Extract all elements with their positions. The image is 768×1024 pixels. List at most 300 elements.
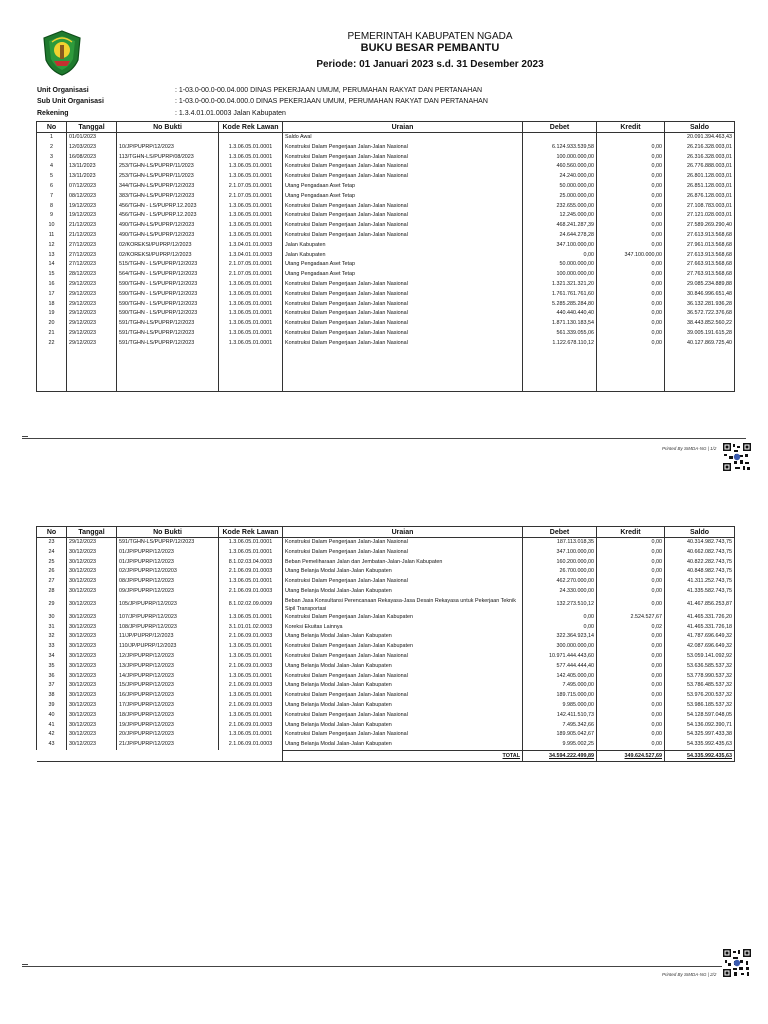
table-row: [37, 538, 735, 548]
cell-kode-rek: 1.3.06.05.01.0001: [219, 642, 283, 652]
cell-saldo: 41.465.331.726,20: [665, 613, 735, 623]
cell-no-bukti: 12/JP/PUPRP/12/2023: [117, 652, 219, 662]
cell-no: 24: [37, 548, 67, 558]
table-row: [37, 251, 735, 261]
col-no: No: [37, 527, 67, 538]
cell-saldo: 20.091.394.463,43: [665, 133, 735, 143]
cell-debet: 1.321.321.321,20: [523, 280, 597, 290]
cell-saldo: 40.127.869.725,40: [665, 339, 735, 349]
cell-no: 17: [37, 290, 67, 300]
col-no-bukti: No Bukti: [117, 527, 219, 538]
cell-saldo: 40.848.982.743,75: [665, 567, 735, 577]
cell-debet: 132.273.510,12: [523, 597, 597, 613]
cell-debet: 24.644.278,28: [523, 231, 597, 241]
cell-tanggal: 29/12/2023: [67, 300, 117, 310]
table-row: [37, 642, 735, 652]
total-row: [37, 750, 735, 761]
cell-kredit: 0,00: [597, 711, 665, 721]
table-row: [37, 587, 735, 597]
cell-kredit: 0,00: [597, 260, 665, 270]
table-row: [37, 221, 735, 231]
cell-no-bukti: 01/JP/PUPRP/12/2023: [117, 548, 219, 558]
table-row: [37, 211, 735, 221]
cell-saldo: 29.085.234.889,88: [665, 280, 735, 290]
table-row: [37, 577, 735, 587]
cell-uraian: Utang Belanja Modal Jalan-Jalan Kabupaten: [283, 681, 523, 691]
cell-no: 26: [37, 567, 67, 577]
cell-kode-rek: 1.3.06.05.01.0001: [219, 221, 283, 231]
blank-cell: [37, 349, 67, 392]
cell-uraian: Utang Belanja Modal Jalan-Jalan Kabupaten: [283, 632, 523, 642]
cell-no-bukti: 02/JP/PUPRP/12/20203: [117, 567, 219, 577]
table-row: [37, 567, 735, 577]
meta-rekening-value: : 1.3.4.01.01.0003 Jalan Kabupaten: [175, 110, 286, 117]
cell-no: 21: [37, 329, 67, 339]
header-government: PEMERINTAH KABUPATEN NGADA: [347, 31, 513, 42]
cell-tanggal: 19/12/2023: [67, 211, 117, 221]
cell-no-bukti: 01/JP/PUPRP/12/2023: [117, 558, 219, 568]
cell-saldo: 27.663.913.568,68: [665, 260, 735, 270]
cell-no: 19: [37, 309, 67, 319]
cell-uraian: Konstruksi Dalam Pengerjaan Jalan-Jalan Nasional: [283, 290, 523, 300]
cell-tanggal: 21/12/2023: [67, 221, 117, 231]
cell-saldo: 27.613.913.568,68: [665, 231, 735, 241]
cell-saldo: 36.572.722.376,68: [665, 309, 735, 319]
cell-tanggal: 28/12/2023: [67, 270, 117, 280]
cell-uraian: Utang Belanja Modal Jalan-Jalan Kabupaten: [283, 662, 523, 672]
col-saldo: Saldo: [665, 122, 735, 133]
table-row: [37, 133, 735, 143]
cell-tanggal: 30/12/2023: [67, 662, 117, 672]
cell-no-bukti: 383/TGHN-LS/PUPRP/12/2023: [117, 192, 219, 202]
cell-kredit: 0,00: [597, 309, 665, 319]
cell-kode-rek: 1.3.06.05.01.0001: [219, 538, 283, 548]
col-debet: Debet: [523, 122, 597, 133]
cell-saldo: 26.876.128.003,01: [665, 192, 735, 202]
cell-debet: 440.440.440,40: [523, 309, 597, 319]
cell-kode-rek: 1.3.06.05.01.0001: [219, 280, 283, 290]
cell-no: 5: [37, 172, 67, 182]
cell-no-bukti: 253/TGHN-LS/PUPRP/11/2023: [117, 172, 219, 182]
cell-no-bukti: 591/TGHN-LS/PUPRP/12/2023: [117, 319, 219, 329]
cell-tanggal: 30/12/2023: [67, 681, 117, 691]
cell-saldo: 53.636.585.537,32: [665, 662, 735, 672]
table-row: [37, 270, 735, 280]
cell-no: 13: [37, 251, 67, 261]
cell-tanggal: 29/12/2023: [67, 309, 117, 319]
cell-debet: 24.240.000,00: [523, 172, 597, 182]
cell-debet: 561.339.055,06: [523, 329, 597, 339]
cell-debet: 300.000.000,00: [523, 642, 597, 652]
cell-uraian: Konstruksi Dalam Pengerjaan Jalan-Jalan Nasional: [283, 691, 523, 701]
cell-no: 40: [37, 711, 67, 721]
cell-kode-rek: 1.3.06.05.01.0001: [219, 339, 283, 349]
cell-kode-rek: 8.1.02.03.04.0003: [219, 558, 283, 568]
cell-debet: 50.000.000,00: [523, 182, 597, 192]
cell-saldo: 41.465.331.726,18: [665, 623, 735, 633]
cell-kredit: 2.524.527,67: [597, 613, 665, 623]
cell-saldo: 26.316.328.003,01: [665, 153, 735, 163]
cell-saldo: 27.613.913.568,68: [665, 251, 735, 261]
cell-kredit: 0,00: [597, 740, 665, 750]
blank-cell: [283, 349, 523, 392]
cell-tanggal: 30/12/2023: [67, 567, 117, 577]
cell-kode-rek: 2.1.06.09.01.0003: [219, 740, 283, 750]
cell-uraian: Jalan Kabupaten: [283, 241, 523, 251]
cell-no-bukti: 590/TGHN - LS/PUPRP/12/2023: [117, 300, 219, 310]
cell-uraian: Konstruksi Dalam Pengerjaan Jalan-Jalan Nasional: [283, 577, 523, 587]
cell-no-bukti: 108/JP/PUPRP/12/2023: [117, 623, 219, 633]
cell-uraian: Konstruksi Dalam Pengerjaan Jalan-Jalan Nasional: [283, 202, 523, 212]
ledger-table-page2: [36, 526, 735, 762]
cell-saldo: 38.443.852.560,22: [665, 319, 735, 329]
col-tanggal: Tanggal: [67, 122, 117, 133]
cell-kode-rek: 2.1.06.09.01.0003: [219, 701, 283, 711]
cell-uraian: Konstruksi Dalam Pengerjaan Jalan-Jalan Nasional: [283, 319, 523, 329]
cell-saldo: 39.005.191.615,28: [665, 329, 735, 339]
cell-uraian: Beban Jasa Konsultansi Perencanaan Rekayasa-Jasa Desain Rekayasa untuk Pekerjaan Teknik Sipil Transportasi: [283, 597, 523, 613]
cell-uraian: Konstruksi Dalam Pengerjaan Jalan-Jalan Nasional: [283, 300, 523, 310]
table-row: [37, 162, 735, 172]
cell-saldo: 30.846.996.651,48: [665, 290, 735, 300]
col-uraian: Uraian: [283, 527, 523, 538]
table-row: [37, 329, 735, 339]
blank-cell: [67, 349, 117, 392]
cell-uraian: Utang Pengadaan Aset Tetap: [283, 260, 523, 270]
table-row: [37, 143, 735, 153]
cell-debet: 460.560.000,00: [523, 162, 597, 172]
cell-debet: 12.245.000,00: [523, 211, 597, 221]
cell-kode-rek: 1.3.06.05.01.0001: [219, 231, 283, 241]
cell-kredit: 0,00: [597, 182, 665, 192]
cell-kredit: 0,00: [597, 241, 665, 251]
cell-no-bukti: 13/JP/PUPRP/12/2023: [117, 662, 219, 672]
cell-debet: 9.995.002,25: [523, 740, 597, 750]
qr-code-icon: [722, 442, 752, 472]
cell-saldo: 27.589.269.290,40: [665, 221, 735, 231]
cell-kode-rek: 1.3.06.05.01.0001: [219, 162, 283, 172]
cell-saldo: 54.325.997.433,38: [665, 730, 735, 740]
cell-tanggal: 30/12/2023: [67, 711, 117, 721]
table-row: [37, 172, 735, 182]
cell-kode-rek: 1.3.06.05.01.0001: [219, 319, 283, 329]
cell-uraian: Konstruksi Dalam Pengerjaan Jalan-Jalan Nasional: [283, 153, 523, 163]
cell-kredit: 0,00: [597, 691, 665, 701]
header-period: Periode: 01 Januari 2023 s.d. 31 Desember 2023: [316, 59, 544, 70]
col-saldo: Saldo: [665, 527, 735, 538]
cell-debet: 50.000.000,00: [523, 260, 597, 270]
cell-debet: 6.124.933.539,58: [523, 143, 597, 153]
cell-debet: 1.871.130.183,54: [523, 319, 597, 329]
cell-kredit: 0,00: [597, 597, 665, 613]
cell-no-bukti: 344/TGHN-LS/PUPRP/12/2023: [117, 182, 219, 192]
cell-no-bukti: 590/TGHN - LS/PUPRP/12/2023: [117, 280, 219, 290]
cell-no: 12: [37, 241, 67, 251]
cell-no: 28: [37, 587, 67, 597]
cell-tanggal: 12/03/2023: [67, 143, 117, 153]
page-divider: [22, 438, 746, 439]
meta-unit-label: Unit Organisasi: [37, 87, 89, 94]
cell-tanggal: 29/12/2023: [67, 329, 117, 339]
cell-debet: 142.405.000,00: [523, 672, 597, 682]
cell-uraian: Jalan Kabupaten: [283, 251, 523, 261]
cell-no-bukti: 09/JP/PUPRP/12/2023: [117, 587, 219, 597]
cell-kode-rek: 1.3.06.05.01.0001: [219, 172, 283, 182]
cell-no-bukti: 14/JP/PUPRP/12/2023: [117, 672, 219, 682]
cell-kredit: 0,00: [597, 672, 665, 682]
cell-no-bukti: 590/TGHN - LS/PUPRP/12/2023: [117, 290, 219, 300]
cell-no: 20: [37, 319, 67, 329]
cell-no-bukti: 110/JP/PUPRP/12/2023: [117, 642, 219, 652]
meta-subunit-value: : 1-03.0-00.0-00.04.000.0 DINAS PEKERJAAN UMUM, PERUMAHAN RAKYAT DAN PERTANAHAN: [175, 98, 488, 105]
cell-kode-rek: [219, 133, 283, 143]
cell-uraian: Konstruksi Dalam Pengerjaan Jalan-Jalan Nasional: [283, 652, 523, 662]
table-row: [37, 652, 735, 662]
cell-uraian: Saldo Awal: [283, 133, 523, 143]
cell-uraian: Utang Belanja Modal Jalan-Jalan Kabupaten: [283, 587, 523, 597]
cell-kredit: 0,02: [597, 623, 665, 633]
cell-tanggal: 30/12/2023: [67, 672, 117, 682]
cell-uraian: Konstruksi Dalam Pengerjaan Jalan-Jalan Nasional: [283, 172, 523, 182]
cell-kredit: 0,00: [597, 202, 665, 212]
cell-kode-rek: 1.3.06.05.01.0001: [219, 290, 283, 300]
cell-kode-rek: 2.1.06.09.01.0003: [219, 721, 283, 731]
cell-uraian: Konstruksi Dalam Pengerjaan Jalan-Jalan Nasional: [283, 231, 523, 241]
cell-tanggal: 08/12/2023: [67, 192, 117, 202]
cell-tanggal: 13/11/2023: [67, 162, 117, 172]
table-row: [37, 231, 735, 241]
table-row: [37, 597, 735, 613]
cell-no-bukti: 105/JP/PUPRP/12/2023: [117, 597, 219, 613]
blank-cell: [597, 349, 665, 392]
cell-no: 33: [37, 642, 67, 652]
total-spacer: [37, 750, 283, 761]
cell-no: 9: [37, 211, 67, 221]
meta-rekening-label: Rekening: [37, 110, 69, 117]
cell-tanggal: 30/12/2023: [67, 558, 117, 568]
cell-tanggal: 21/12/2023: [67, 231, 117, 241]
cell-no: 15: [37, 270, 67, 280]
cell-uraian: Konstruksi Dalam Pengerjaan Jalan-Jalan Nasional: [283, 548, 523, 558]
table-row: [37, 623, 735, 633]
cell-tanggal: 30/12/2023: [67, 597, 117, 613]
cell-kode-rek: 1.3.06.05.01.0001: [219, 711, 283, 721]
table-blank-row: [37, 349, 735, 392]
cell-debet: 100.000.000,00: [523, 153, 597, 163]
cell-no-bukti: 456/TGHN - LS/PUPRP.12.2023: [117, 211, 219, 221]
cell-no-bukti: 08/JP/PUPRP/12/2023: [117, 577, 219, 587]
cell-debet: 1.761.761.761,60: [523, 290, 597, 300]
cell-kode-rek: 3.1.01.01.02.0003: [219, 623, 283, 633]
cell-kredit: 0,00: [597, 192, 665, 202]
cell-no: 4: [37, 162, 67, 172]
cell-no-bukti: 113/TGHN-LS/PUPRP/08/2023: [117, 153, 219, 163]
header-title: BUKU BESAR PEMBANTU: [360, 42, 500, 54]
cell-no-bukti: 564/TGHN - LS/PUPRP/12/2023: [117, 270, 219, 280]
cell-no: 37: [37, 681, 67, 691]
cell-no: 41: [37, 721, 67, 731]
cell-no-bukti: 16/JP/PUPRP/12/2023: [117, 691, 219, 701]
cell-tanggal: 30/12/2023: [67, 623, 117, 633]
cell-no: 42: [37, 730, 67, 740]
cell-saldo: 42.087.696.649,32: [665, 642, 735, 652]
table-row: [37, 182, 735, 192]
col-no: No: [37, 122, 67, 133]
cell-debet: 189.715.000,00: [523, 691, 597, 701]
cell-debet: 24.330.000,00: [523, 587, 597, 597]
cell-debet: 7.495.342,66: [523, 721, 597, 731]
cell-saldo: 53.059.141.092,92: [665, 652, 735, 662]
printed-by-page2: Printed By SIMDA-NG | 2/2: [662, 972, 717, 977]
cell-uraian: Utang Pengadaan Aset Tetap: [283, 192, 523, 202]
total-kredit: 349.624.527,69: [597, 750, 665, 761]
cell-no: 8: [37, 202, 67, 212]
cell-kode-rek: 1.3.04.01.01.0003: [219, 241, 283, 251]
cell-no: 29: [37, 597, 67, 613]
blank-cell: [523, 349, 597, 392]
cell-kode-rek: 1.3.06.05.01.0001: [219, 730, 283, 740]
cell-debet: 187.113.018,35: [523, 538, 597, 548]
cell-tanggal: 30/12/2023: [67, 740, 117, 750]
cell-no-bukti: 515/TGHN - LS/PUPRP/12/2023: [117, 260, 219, 270]
cell-kode-rek: 2.1.06.09.01.0003: [219, 662, 283, 672]
table-row: [37, 672, 735, 682]
col-no-bukti: No Bukti: [117, 122, 219, 133]
cell-no-bukti: 590/TGHN - LS/PUPRP/12/2023: [117, 309, 219, 319]
cell-saldo: 27.961.013.568,68: [665, 241, 735, 251]
total-label: TOTAL: [283, 750, 523, 761]
cell-kode-rek: 2.1.07.05.01.0001: [219, 192, 283, 202]
cell-no: 16: [37, 280, 67, 290]
cell-no: 3: [37, 153, 67, 163]
cell-tanggal: 30/12/2023: [67, 587, 117, 597]
table-row: [37, 153, 735, 163]
cell-debet: 189.905.042,67: [523, 730, 597, 740]
cell-kredit: 0,00: [597, 548, 665, 558]
cell-saldo: 41.335.582.743,75: [665, 587, 735, 597]
table-row: [37, 691, 735, 701]
cell-saldo: 27.763.913.568,68: [665, 270, 735, 280]
cell-kredit: 0,00: [597, 211, 665, 221]
table-row: [37, 280, 735, 290]
cell-kredit: 0,00: [597, 329, 665, 339]
cell-no: 7: [37, 192, 67, 202]
cell-kredit: 0,00: [597, 290, 665, 300]
table-row: [37, 681, 735, 691]
cell-uraian: Konstruksi Dalam Pengerjaan Jalan-Jalan Nasional: [283, 538, 523, 548]
cell-saldo: 54.335.992.435,63: [665, 740, 735, 750]
cell-uraian: Utang Pengadaan Aset Tetap: [283, 182, 523, 192]
cell-kredit: 0,00: [597, 280, 665, 290]
cell-kode-rek: 2.1.06.09.01.0003: [219, 567, 283, 577]
cell-kredit: 0,00: [597, 153, 665, 163]
cell-uraian: Konstruksi Dalam Pengerjaan Jalan-Jalan Nasional: [283, 711, 523, 721]
total-saldo: 54.335.992.435,63: [665, 750, 735, 761]
cell-saldo: 53.976.200.537,32: [665, 691, 735, 701]
blank-cell: [665, 349, 735, 392]
table-row: [37, 613, 735, 623]
cell-kode-rek: 1.3.06.05.01.0001: [219, 211, 283, 221]
cell-kredit: 347.100.000,00: [597, 251, 665, 261]
cell-tanggal: 29/12/2023: [67, 280, 117, 290]
cell-tanggal: 29/12/2023: [67, 290, 117, 300]
cell-saldo: 26.216.328.003,01: [665, 143, 735, 153]
cell-uraian: Konstruksi Dalam Pengerjaan Jalan-Jalan Nasional: [283, 730, 523, 740]
cell-no: 35: [37, 662, 67, 672]
col-kode-rek: Kode Rek Lawan: [219, 527, 283, 538]
cell-uraian: Konstruksi Dalam Pengerjaan Jalan-Jalan Kabupaten: [283, 613, 523, 623]
table-header-row: [37, 527, 735, 538]
cell-debet: 142.411.510,73: [523, 711, 597, 721]
cell-tanggal: 07/12/2023: [67, 182, 117, 192]
cell-debet: 0,00: [523, 251, 597, 261]
cell-saldo: 27.108.783.003,01: [665, 202, 735, 212]
cell-kode-rek: 1.3.06.05.01.0001: [219, 672, 283, 682]
cell-no-bukti: 490/TGHN-LS/PUPRP/12/2023: [117, 231, 219, 241]
cell-kredit: 0,00: [597, 577, 665, 587]
cell-kode-rek: 1.3.06.05.01.0001: [219, 153, 283, 163]
cell-debet: 10.971.444.443,60: [523, 652, 597, 662]
table-row: [37, 701, 735, 711]
cell-saldo: 40.662.082.743,75: [665, 548, 735, 558]
cell-saldo: 53.778.990.537,32: [665, 672, 735, 682]
cell-uraian: Utang Belanja Modal Jalan-Jalan Kabupaten: [283, 721, 523, 731]
cell-kode-rek: 2.1.06.09.01.0003: [219, 632, 283, 642]
cell-kode-rek: 1.3.06.05.01.0001: [219, 548, 283, 558]
cell-saldo: 27.121.028.003,01: [665, 211, 735, 221]
table-row: [37, 740, 735, 750]
cell-no-bukti: 18/JP/PUPRP/12/2023: [117, 711, 219, 721]
cell-debet: 0,00: [523, 623, 597, 633]
cell-kredit: 0,00: [597, 221, 665, 231]
cell-no-bukti: [117, 133, 219, 143]
table-row: [37, 290, 735, 300]
cell-tanggal: 30/12/2023: [67, 691, 117, 701]
cell-saldo: 54.128.597.048,05: [665, 711, 735, 721]
cell-kode-rek: 1.3.06.05.01.0001: [219, 329, 283, 339]
cell-no: 10: [37, 221, 67, 231]
cell-tanggal: 13/11/2023: [67, 172, 117, 182]
cell-no-bukti: 591/TGHN-LS/PUPRP/12/2023: [117, 329, 219, 339]
cell-no: 39: [37, 701, 67, 711]
cell-kredit: 0,00: [597, 632, 665, 642]
cell-no: 22: [37, 339, 67, 349]
cell-no-bukti: 456/TGHN - LS/PUPRP.12.2023: [117, 202, 219, 212]
cell-uraian: Utang Pengadaan Aset Tetap: [283, 270, 523, 280]
table-row: [37, 662, 735, 672]
cell-kode-rek: 1.3.06.05.01.0001: [219, 202, 283, 212]
meta-subunit-label: Sub Unit Organisasi: [37, 98, 104, 105]
cell-saldo: 41.467.856.253,87: [665, 597, 735, 613]
cell-uraian: Utang Belanja Modal Jalan-Jalan Kabupaten: [283, 701, 523, 711]
cell-tanggal: 29/12/2023: [67, 538, 117, 548]
cell-tanggal: 30/12/2023: [67, 577, 117, 587]
cell-debet: 1.122.678.110,12: [523, 339, 597, 349]
cell-saldo: 40.314.982.743,75: [665, 538, 735, 548]
cell-no-bukti: 591/TGHN-LS/PUPRP/12/2023: [117, 538, 219, 548]
cell-uraian: Konstruksi Dalam Pengerjaan Jalan-Jalan Nasional: [283, 221, 523, 231]
cell-kredit: 0,00: [597, 339, 665, 349]
cell-uraian: Konstruksi Dalam Pengerjaan Jalan-Jalan Nasional: [283, 211, 523, 221]
cell-debet: 347.100.000,00: [523, 241, 597, 251]
cell-tanggal: 16/08/2023: [67, 153, 117, 163]
ledger-table-page1: [36, 121, 735, 392]
table-row: [37, 202, 735, 212]
cell-uraian: Konstruksi Dalam Pengerjaan Jalan-Jalan Nasional: [283, 339, 523, 349]
cell-no: 31: [37, 623, 67, 633]
printed-by-page1: Printed By SIMDA-NG | 1/2: [662, 446, 717, 451]
cell-no: 6: [37, 182, 67, 192]
